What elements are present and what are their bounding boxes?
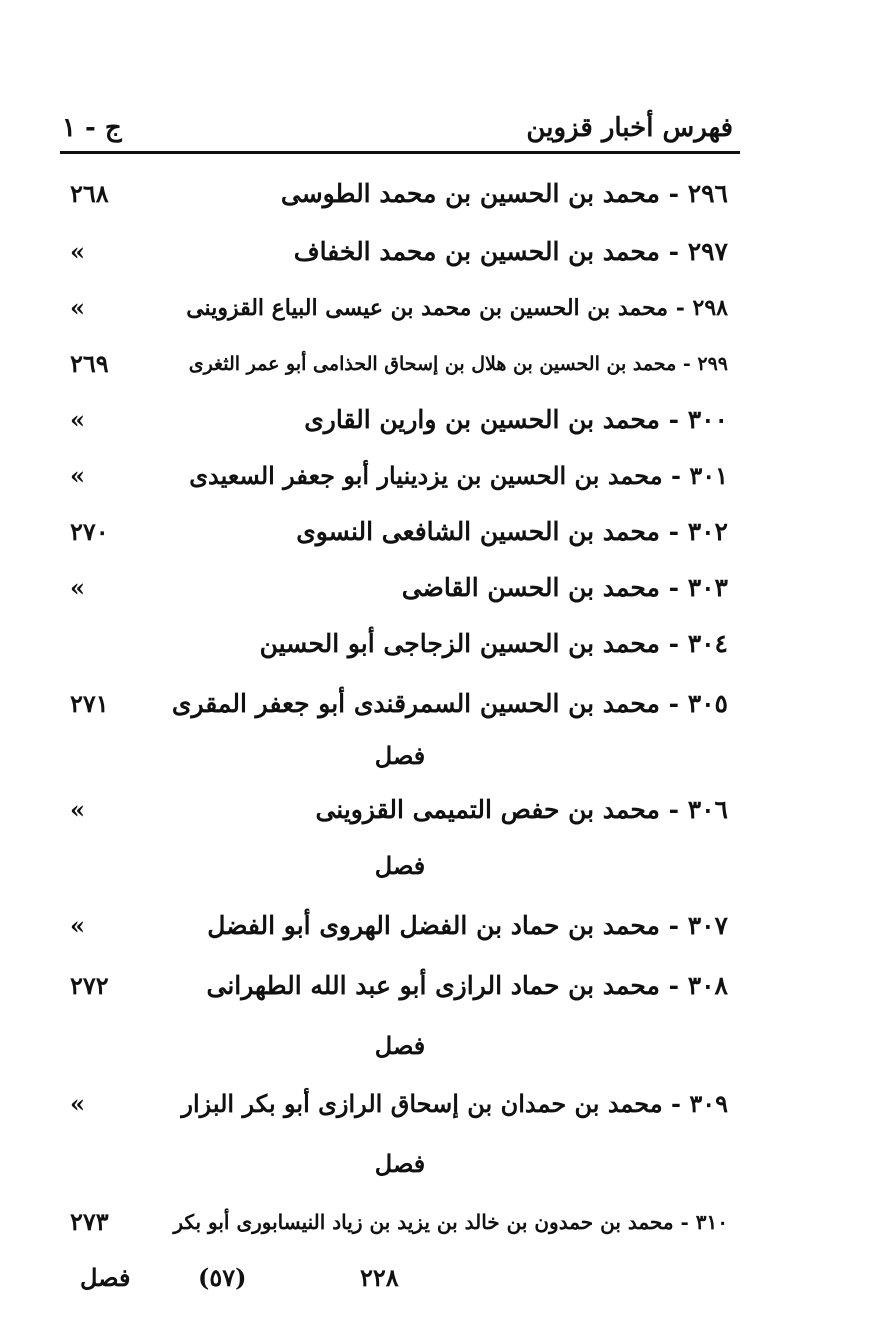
- index-entry-298: [60, 284, 738, 332]
- entry-text: ٣٠٨ - محمد بن حماد الرازى أبو عبد الله الطهرانى: [206, 971, 728, 1000]
- entry-text: ٣٠٢ - محمد بن الحسين الشافعى النسوى: [296, 517, 728, 546]
- entry-text: ٣٠٤ - محمد بن الحسين الزجاجى أبو الحسين: [259, 629, 728, 658]
- section-heading: فصل: [374, 851, 426, 880]
- footer-signature: (٥٧): [198, 1263, 247, 1292]
- running-header-title: فهرس أخبار قزوين: [526, 113, 733, 143]
- entry-page-number: »: [70, 1089, 85, 1118]
- running-header-volume: ج - ١: [62, 113, 122, 143]
- entry-page-number: ٢٧٠: [70, 517, 109, 546]
- index-entry-304: [60, 620, 738, 668]
- entry-page-number: ٢٧٢: [70, 971, 109, 1000]
- entry-text: ٢٩٧ - محمد بن الحسين بن محمد الخفاف: [293, 237, 728, 266]
- entry-page-number: »: [70, 573, 85, 602]
- index-entry-301: [60, 452, 738, 500]
- index-entry-305: [60, 680, 738, 728]
- index-entry-302: [60, 508, 738, 556]
- section-heading: فصل: [374, 1149, 426, 1178]
- entry-page-number: »: [70, 461, 85, 490]
- entry-text: ٣٠٧ - محمد بن حماد بن الفضل الهروى أبو الفضل: [207, 911, 728, 940]
- entry-page-number: »: [70, 293, 85, 322]
- entry-page-number: ٢٧١: [70, 689, 109, 718]
- entry-text: ٣٠٣ - محمد بن الحسن القاضى: [401, 573, 728, 602]
- index-entry-296: [60, 170, 738, 218]
- index-entry-308: [60, 962, 738, 1010]
- entry-page-number: ٢٦٩: [70, 349, 109, 378]
- entry-page-number: »: [70, 405, 85, 434]
- index-entry-307: [60, 902, 738, 950]
- entry-text: ٣٠٩ - محمد بن حمدان بن إسحاق الرازى أبو بكر البزار: [181, 1089, 728, 1118]
- entry-text: ٢٩٩ - محمد بن الحسين بن هلال بن إسحاق الحذامى أبو عمر الثغرى: [188, 353, 728, 375]
- entry-page-number: »: [70, 795, 85, 824]
- footer-page-number: ٢٢٨: [360, 1263, 399, 1292]
- entry-text: ٣٠٦ - محمد بن حفص التميمى القزوينى: [315, 795, 728, 824]
- entry-text: ٢٩٦ - محمد بن الحسين بن محمد الطوسى: [280, 179, 728, 208]
- entry-text: ٣٠٥ - محمد بن الحسين السمرقندى أبو جعفر المقرى: [171, 689, 728, 718]
- header-rule: [60, 151, 740, 154]
- section-heading: فصل: [374, 741, 426, 770]
- index-entry-303: [60, 564, 738, 612]
- index-entry-299: [60, 340, 738, 388]
- entry-page-number: »: [70, 237, 85, 266]
- index-entry-297: [60, 228, 738, 276]
- index-entry-300: [60, 396, 738, 444]
- index-entry-309: [60, 1080, 738, 1128]
- index-entry-306: [60, 786, 738, 834]
- entry-text: ٢٩٨ - محمد بن الحسين بن محمد بن عيسى البياع القزوينى: [186, 295, 728, 321]
- entry-page-number: ٢٦٨: [70, 179, 109, 208]
- section-heading: فصل: [374, 1031, 426, 1060]
- index-entry-310: [60, 1198, 738, 1246]
- footer-catchword: فصل: [80, 1263, 131, 1292]
- entry-text: ٣٠٠ - محمد بن الحسين بن وارين القارى: [304, 405, 728, 434]
- entry-text: ٣١٠ - محمد بن حمدون بن خالد بن يزيد بن زياد النيسابورى أبو بكر: [173, 1210, 728, 1234]
- entry-page-number: ٢٧٣: [70, 1207, 109, 1236]
- entry-page-number: »: [70, 911, 85, 940]
- entry-text: ٣٠١ - محمد بن الحسين بن يزدينيار أبو جعفر السعيدى: [189, 461, 728, 490]
